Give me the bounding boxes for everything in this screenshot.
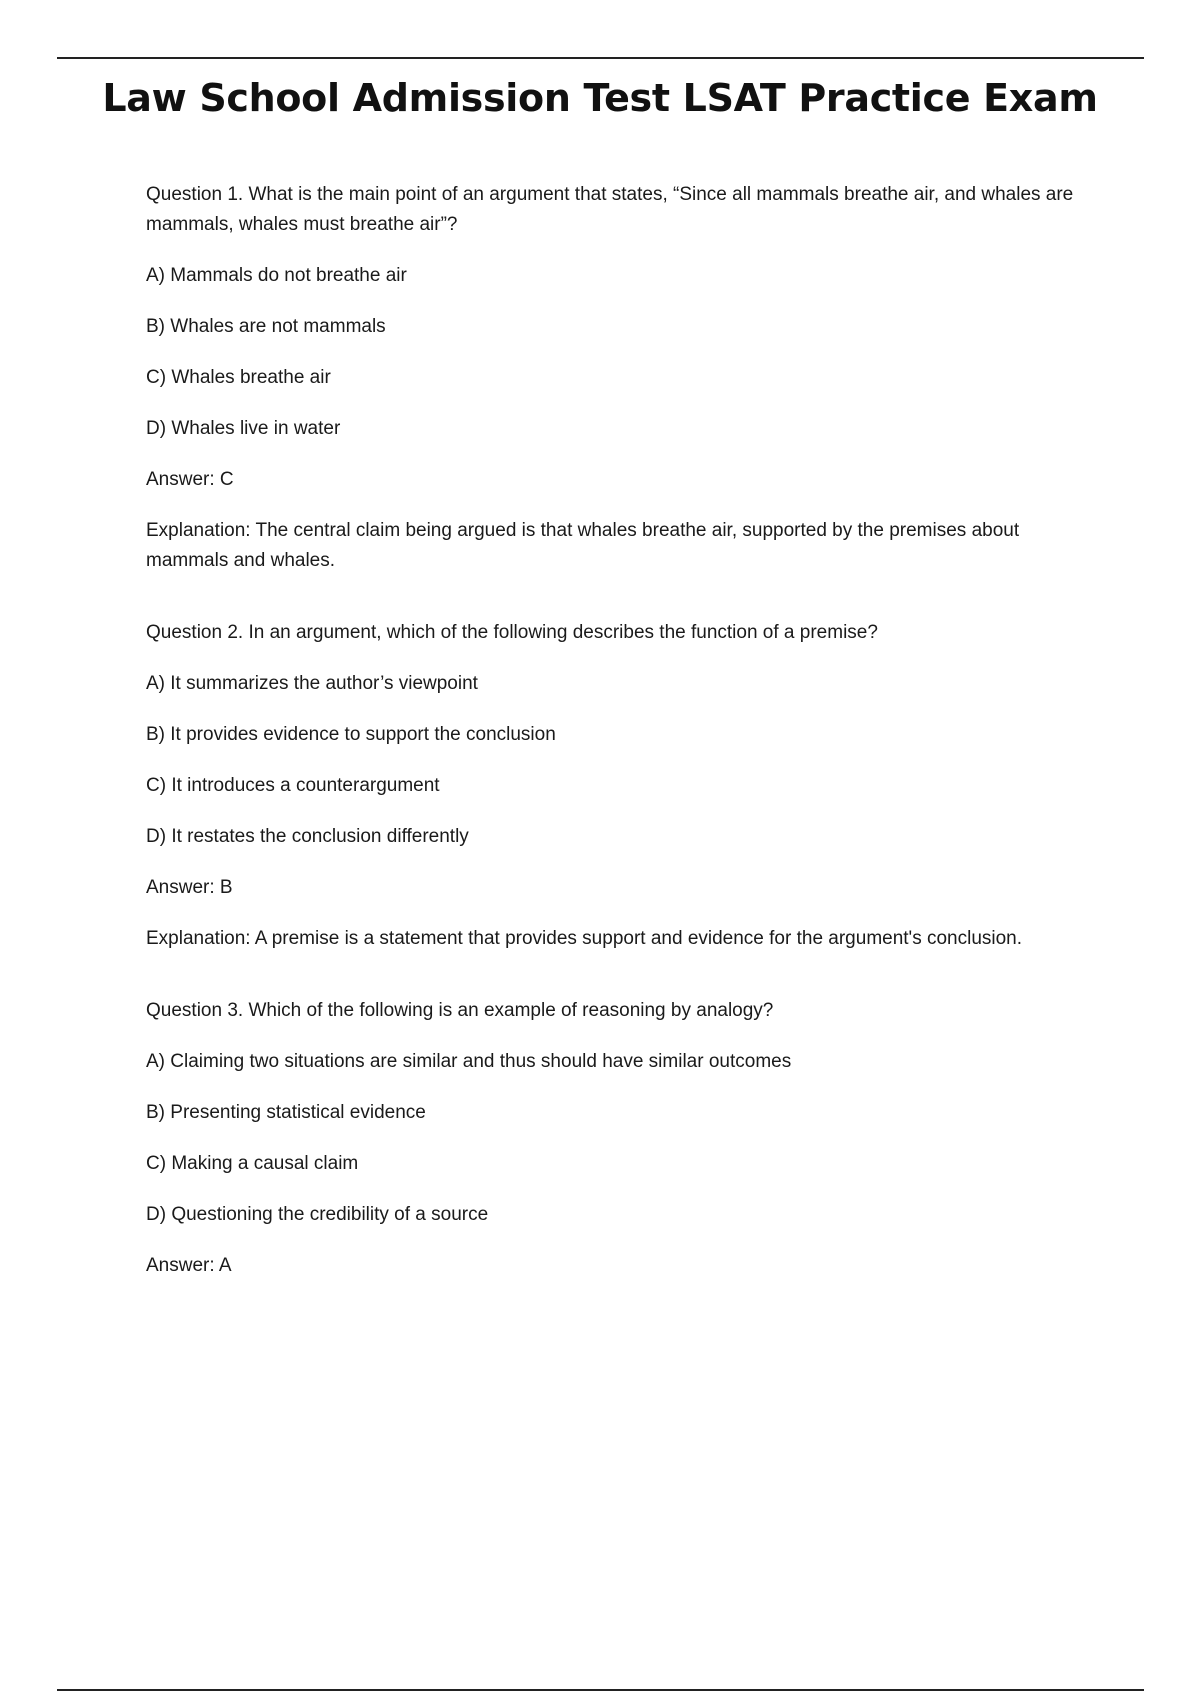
question-1 — [146, 180, 1096, 576]
answer-option-c: C) It introduces a counterargument — [146, 775, 440, 796]
question-2 — [146, 618, 1096, 954]
answer-key: Answer: A — [146, 1255, 232, 1276]
explanation: Explanation: The central claim being argued is that whales breathe air, supported by the premises about mammals and whales. — [146, 520, 1020, 571]
explanation: Explanation: A premise is a statement that provides support and evidence for the argument's conclusion. — [146, 928, 1023, 949]
answer-option-b: B) Presenting statistical evidence — [146, 1102, 426, 1123]
answer-option-d: D) It restates the conclusion differently — [146, 826, 469, 847]
question-3 — [146, 996, 1096, 1281]
answer-key: Answer: C — [146, 469, 234, 490]
header-rule — [57, 57, 1144, 59]
footer-rule — [57, 1689, 1144, 1691]
answer-option-a: A) It summarizes the author’s viewpoint — [146, 673, 478, 694]
question-prompt: Question 3. Which of the following is an example of reasoning by analogy? — [146, 1000, 774, 1021]
answer-option-d: D) Whales live in water — [146, 418, 341, 439]
question-prompt: Question 2. In an argument, which of the following describes the function of a premise? — [146, 622, 878, 643]
answer-option-a: A) Claiming two situations are similar and thus should have similar outcomes — [146, 1051, 792, 1072]
answer-option-b: B) Whales are not mammals — [146, 316, 386, 337]
answer-option-a: A) Mammals do not breathe air — [146, 265, 407, 286]
answer-key: Answer: B — [146, 877, 233, 898]
answer-option-b: B) It provides evidence to support the conclusion — [146, 724, 556, 745]
page-title: Law School Admission Test LSAT Practice Exam — [102, 76, 1098, 120]
answer-option-c: C) Making a causal claim — [146, 1153, 359, 1174]
answer-option-d: D) Questioning the credibility of a source — [146, 1204, 489, 1225]
document-body — [146, 180, 1096, 1323]
answer-option-c: C) Whales breathe air — [146, 367, 331, 388]
question-prompt: Question 1. What is the main point of an argument that states, “Since all mammals breathe air, and whales are mammals, whales must breathe air”? — [146, 184, 1074, 235]
